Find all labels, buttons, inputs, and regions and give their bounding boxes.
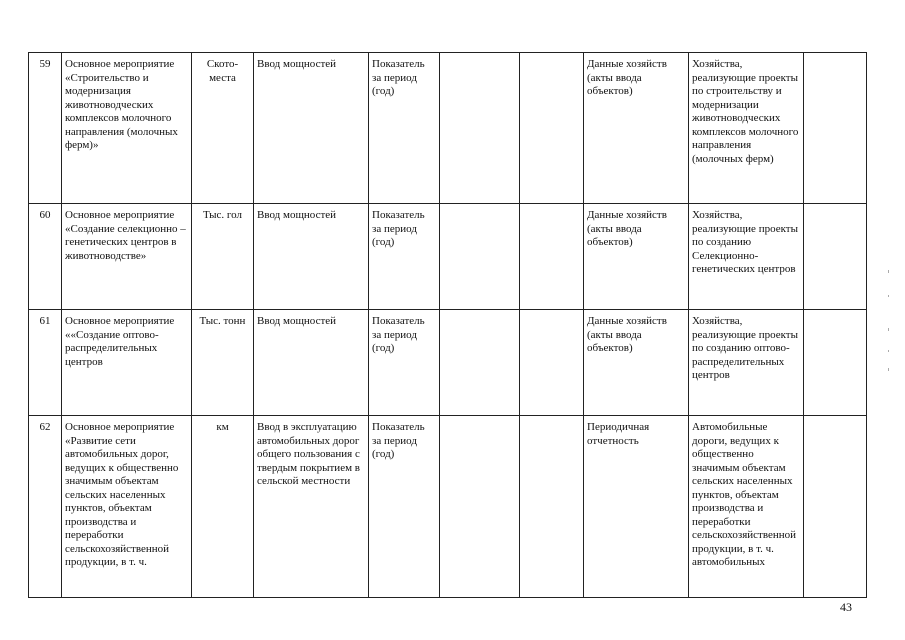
indicator-cell: Ввод мощностей: [254, 310, 369, 416]
empty-cell: [440, 416, 520, 598]
empty-cell: [520, 310, 584, 416]
subjects-cell: Хозяйства, реализующие проекты по строительству и модернизации животноводческих комплексов молочного направления (молочных ферм): [689, 53, 804, 204]
unit-cell: Тыс. гол: [192, 204, 254, 310]
period-cell: Показатель за период (год): [369, 416, 440, 598]
indicator-cell: Ввод мощностей: [254, 204, 369, 310]
period-cell: Показатель за период (год): [369, 204, 440, 310]
period-cell: Показатель за период (год): [369, 310, 440, 416]
row-number: 60: [29, 204, 62, 310]
row-number: 61: [29, 310, 62, 416]
empty-cell: [804, 53, 867, 204]
table-row: [29, 416, 867, 598]
scan-specks: [887, 240, 891, 400]
empty-cell: [440, 204, 520, 310]
source-cell: Периодичная отчетность: [584, 416, 689, 598]
subjects-cell: Автомобильные дороги, ведущих к общественно значимым объектам сельских населенных пунктов, объектам производства и переработки сельскохозяйственной продукции, в т. ч. автомобильных: [689, 416, 804, 598]
measure-cell: Основное мероприятие «Создание селекционно – генетических центров в животноводстве»: [62, 204, 192, 310]
table-row: [29, 53, 867, 204]
period-cell: Показатель за период (год): [369, 53, 440, 204]
unit-cell: км: [192, 416, 254, 598]
source-cell: Данные хозяйств (акты ввода объектов): [584, 204, 689, 310]
indicator-cell: Ввод в эксплуатацию автомобильных дорог общего пользования с твердым покрытием в сельской местности: [254, 416, 369, 598]
row-number: 62: [29, 416, 62, 598]
measure-cell: Основное мероприятие ««Создание оптово-распределительных центров: [62, 310, 192, 416]
empty-cell: [520, 204, 584, 310]
indicator-cell: Ввод мощностей: [254, 53, 369, 204]
empty-cell: [804, 310, 867, 416]
row-number: 59: [29, 53, 62, 204]
subjects-cell: Хозяйства, реализующие проекты по созданию Селекционно-генетических центров: [689, 204, 804, 310]
empty-cell: [804, 204, 867, 310]
measure-cell: Основное мероприятие «Развитие сети автомобильных дорог, ведущих к общественно значимым объектам сельских населенных пунктов, объектам производства и переработки сельскохозяйственной продукции, в т. ч.: [62, 416, 192, 598]
empty-cell: [520, 416, 584, 598]
measure-cell: Основное мероприятие «Строительство и модернизация животноводческих комплексов молочного направления (молочных ферм)»: [62, 53, 192, 204]
source-cell: Данные хозяйств (акты ввода объектов): [584, 310, 689, 416]
indicators-table: [28, 52, 867, 598]
empty-cell: [804, 416, 867, 598]
unit-cell: Тыс. тонн: [192, 310, 254, 416]
page-number: 43: [840, 600, 852, 614]
table-row: [29, 310, 867, 416]
source-cell: Данные хозяйств (акты ввода объектов): [584, 53, 689, 204]
empty-cell: [440, 53, 520, 204]
table-row: [29, 204, 867, 310]
unit-cell: Ското-места: [192, 53, 254, 204]
subjects-cell: Хозяйства, реализующие проекты по созданию оптово-распределительных центров: [689, 310, 804, 416]
empty-cell: [440, 310, 520, 416]
empty-cell: [520, 53, 584, 204]
